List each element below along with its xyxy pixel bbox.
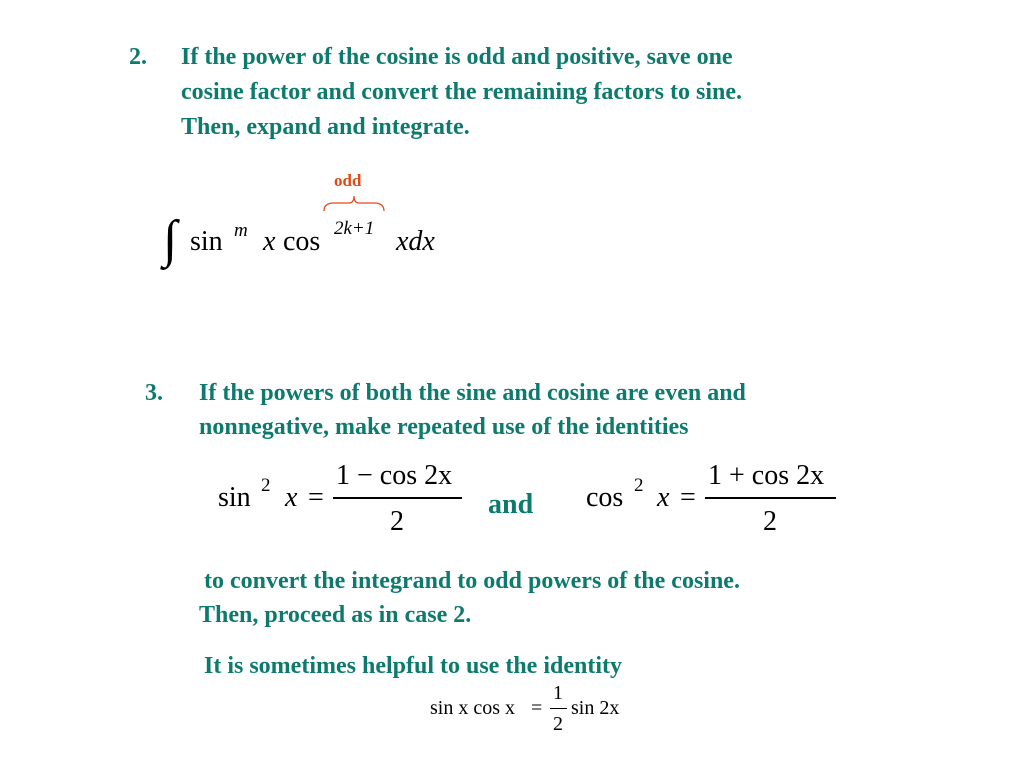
- case-2-line-2: cosine factor and convert the remaining factors to sine.: [181, 79, 743, 105]
- double-angle-fraction-bar: [550, 708, 567, 709]
- cos-squared-power: 2: [634, 475, 644, 496]
- case-3-after-line-2: Then, proceed as in case 2.: [199, 602, 472, 628]
- case-3-after-line-1: to convert the integrand to odd powers of the cosine.: [204, 568, 740, 594]
- sin-squared-denominator: 2: [390, 506, 404, 537]
- cos-squared-numerator: 1 + cos 2x: [708, 460, 825, 491]
- and-connector: and: [488, 489, 534, 520]
- case-3-number: 3.: [145, 380, 163, 406]
- sin-squared-equals: =: [308, 482, 324, 513]
- double-angle-rhs: sin 2x: [571, 697, 620, 719]
- cos-squared-var: x: [657, 482, 670, 513]
- integral-x: x: [263, 226, 276, 257]
- odd-label: odd: [334, 171, 362, 190]
- sin-squared-lhs: sin: [218, 482, 251, 513]
- cos-squared-denominator: 2: [763, 506, 777, 537]
- sin-squared-fraction-bar: [333, 497, 462, 499]
- integral-odd-exponent: 2k+1: [334, 218, 375, 239]
- case-2-line-3: Then, expand and integrate.: [181, 114, 470, 140]
- integral-m-exponent: m: [234, 220, 248, 241]
- case-3-line-2: nonnegative, make repeated use of the identities: [199, 414, 689, 440]
- case-2-line-1: If the power of the cosine is odd and positive, save one: [181, 44, 733, 70]
- double-angle-equals: =: [531, 697, 543, 719]
- integral-cos: cos: [283, 226, 321, 257]
- sin-squared-power: 2: [261, 475, 271, 496]
- helpful-identity-text: It is sometimes helpful to use the identity: [204, 653, 622, 679]
- cos-squared-lhs: cos: [586, 482, 624, 513]
- cos-squared-equals: =: [680, 482, 696, 513]
- cos-squared-fraction-bar: [705, 497, 836, 499]
- case-2-number: 2.: [129, 44, 147, 70]
- double-angle-numerator: 1: [553, 682, 563, 704]
- sin-squared-numerator: 1 − cos 2x: [336, 460, 453, 491]
- case-3-line-1: If the powers of both the sine and cosine are even and: [199, 380, 746, 406]
- integral-sin: sin: [190, 226, 223, 257]
- sin-squared-var: x: [285, 482, 298, 513]
- double-angle-lhs: sin x cos x: [430, 697, 515, 719]
- odd-brace: [322, 193, 386, 215]
- double-angle-denominator: 2: [553, 713, 563, 735]
- integral-xdx: xdx: [396, 226, 435, 257]
- integral-sign: ∫: [163, 211, 178, 268]
